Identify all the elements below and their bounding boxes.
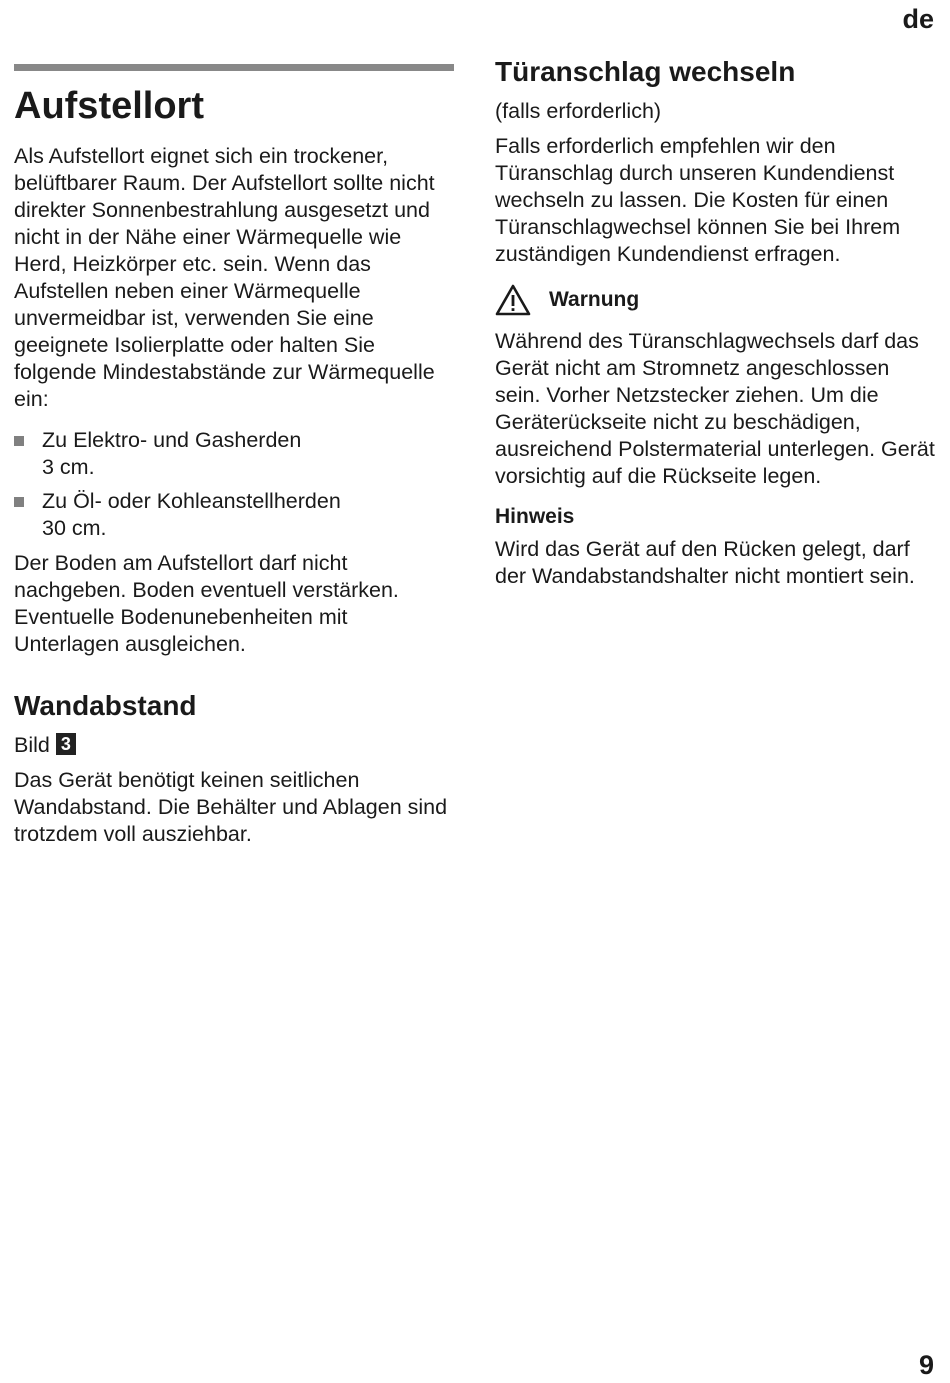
- left-column: [14, 64, 454, 856]
- warning-triangle-icon: [495, 284, 531, 316]
- note-label: Hinweis: [495, 505, 575, 528]
- distance-list: [14, 427, 454, 542]
- square-bullet-icon: [14, 436, 24, 446]
- list-item-label: Zu Öl- oder Kohleanstellherden: [42, 489, 341, 513]
- figure-label: Bild: [14, 733, 50, 757]
- wall-paragraph: Das Gerät benötigt keinen seitlichen Wandabstand. Die Behälter und Ablagen sind trotzdem voll ausziehbar.: [14, 768, 448, 846]
- warning-paragraph: Während des Türanschlagwechsels darf das Gerät nicht am Stromnetz angeschlossen sein. Vorher Netzstecker ziehen. Um die Geräterückseite nicht zu beschädigen, ausreichend Polstermaterial unterlegen. Gerät vorsichtig auf die Rückseite legen.: [495, 329, 935, 488]
- section-subtitle: (falls erforderlich): [495, 99, 662, 123]
- list-item: [14, 427, 454, 481]
- door-intro-paragraph: Falls erforderlich empfehlen wir den Türanschlag durch unseren Kundendienst wechseln zu lassen. Die Kosten für einen Türanschlagwechsel können Sie bei Ihrem zuständigen Kundendienst erfragen.: [495, 134, 901, 266]
- list-item-value: 3 cm.: [42, 455, 95, 479]
- section-title-wandabstand: Wandabstand: [14, 690, 197, 721]
- warning-heading: [495, 284, 935, 316]
- language-code: de: [902, 4, 934, 34]
- list-item-value: 30 cm.: [42, 516, 107, 540]
- list-item: [14, 488, 454, 542]
- intro-paragraph: Als Aufstellort eignet sich ein trockener, belüftbarer Raum. Der Aufstellort sollte nicht direkter Sonnenbestrahlung ausgesetzt und nicht in der Nähe einer Wärmequelle wie Herd, Heizkörper etc. sein. Wenn das Aufstellen neben einer Wärmequelle unvermeidbar ist, verwenden Sie eine geeignete Isolierplatte oder halten Sie folgende Mindestabstände zur Wärmequelle ein:: [14, 144, 435, 411]
- list-item-label: Zu Elektro- und Gasherden: [42, 428, 302, 452]
- figure-number-badge: 3: [56, 733, 76, 755]
- square-bullet-icon: [14, 497, 24, 507]
- section-title-aufstellort: Aufstellort: [14, 85, 204, 127]
- section-rule: [14, 64, 454, 71]
- figure-reference: [14, 732, 454, 759]
- page-number: 9: [918, 1350, 934, 1380]
- warning-label: Warnung: [549, 288, 640, 311]
- note-paragraph: Wird das Gerät auf den Rücken gelegt, darf der Wandabstandshalter nicht montiert sein.: [495, 537, 915, 588]
- section-title-tueranschlag: Türanschlag wechseln: [495, 56, 796, 87]
- floor-paragraph: Der Boden am Aufstellort darf nicht nachgeben. Boden eventuell verstärken. Eventuelle Bodenunebenheiten mit Unterlagen ausgleichen.: [14, 551, 399, 656]
- right-column: [495, 54, 935, 598]
